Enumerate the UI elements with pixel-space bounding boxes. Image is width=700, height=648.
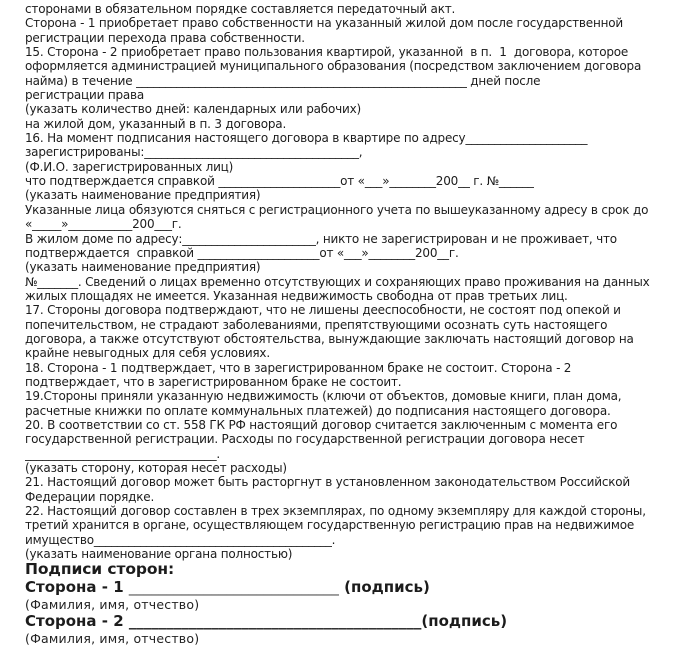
text-line	[25, 579, 692, 596]
text-line: (Фамилия, имя, отчество)	[25, 596, 200, 612]
text-line: (указать наименование предприятия)	[25, 260, 261, 275]
text-line	[25, 613, 692, 630]
text-line: государственной регистрации. Расходы по государственной регистрации договора несет	[25, 432, 585, 447]
text-line: (указать наименование органа полностью)	[25, 547, 293, 562]
text-line: Сторона - 1 приобретает право собственности на указанный жилой дом после государственной	[25, 16, 623, 31]
text-line: 20. В соответствии со ст. 558 ГК РФ настоящий договор считается заключенным с момента его	[25, 417, 618, 432]
text-line: регистрации перехода права собственности.	[25, 30, 305, 45]
text-line: жилых площадях не имеется. Указанная недвижимость свободна от прав третьих лиц.	[25, 288, 568, 303]
text-line: подтверждается справкой _____________________от «___»________200__г.	[25, 245, 459, 260]
party-2-signature-caption: (подпись)	[421, 612, 508, 630]
text-line: регистрации права	[25, 88, 145, 103]
text-line: договора, а также отсутствуют обстоятельства, вынуждающие заключать настоящий договор на	[25, 331, 634, 346]
text-line: В жилом доме по адресу:_______________________, никто не зарегистрирован и не проживает, что	[25, 231, 617, 246]
text-line: на жилой дом, указанный в п. 3 договора.	[25, 116, 287, 131]
text-line: (Фамилия, имя, отчество)	[25, 631, 200, 647]
party-2-label: Сторона - 2	[25, 612, 129, 630]
text-line: 15. Сторона - 2 приобретает право пользования квартирой, указанной в п. 1 договора, которое	[25, 45, 629, 60]
party-1-signature-blank: ____________________________	[128, 578, 339, 596]
text-line: 17. Стороны договора подтверждают, что не лишены дееспособности, не состоят под опекой и	[25, 303, 621, 318]
text-line: зарегистрированы:_____________________________________,	[25, 145, 363, 160]
text-line: 18. Сторона - 1 подтверждает, что в зарегистрированном браке не состоит. Сторона - 2	[25, 360, 572, 375]
text-line: Указанные лица обязуются сняться с регистрационного учета по вышеуказанному адресу в срок до	[25, 202, 649, 217]
text-line: _________________________________.	[25, 446, 221, 461]
party-2-signature-blank: _______________________________________	[128, 612, 422, 630]
party-1-signature-caption: (подпись)	[338, 578, 430, 596]
text-line: сторонами в обязательном порядке составляется передаточный акт.	[25, 2, 456, 16]
text-line: (Ф.И.О. зарегистрированных лиц)	[25, 159, 234, 174]
text-line: расчетные книжки по оплате коммунальных платежей) до подписания настоящего договора.	[25, 403, 611, 418]
text-line: (указать количество дней: календарных или рабочих)	[25, 102, 361, 117]
text-line: крайне невыгодных для себя условиях.	[25, 346, 270, 361]
text-line: «_____»___________200___г.	[25, 217, 182, 232]
text-line: Подписи сторон:	[25, 561, 175, 579]
text-line: №_______. Сведений о лицах временно отсутствующих и сохраняющих право проживания на данных	[25, 274, 650, 289]
text-line: 22. Настоящий договор составлен в трех экземплярах, по одному экземпляру для каждой стороны,	[25, 504, 646, 519]
text-line: 21. Настоящий договор может быть расторгнут в установленном законодательством Российской	[25, 475, 631, 490]
text-line: попечительством, не страдают заболеваниями, препятствующими осознать суть настоящего	[25, 317, 608, 332]
text-line: третий хранится в органе, осуществляющем государственную регистрацию прав на недвижимое	[25, 518, 635, 533]
text-line: (указать наименование предприятия)	[25, 188, 261, 203]
text-line: 16. На момент подписания настоящего договора в квартире по адресу_____________________	[25, 131, 588, 146]
text-line: 19.Стороны приняли указанную недвижимость (ключи от объектов, домовые книги, план дома,	[25, 389, 622, 404]
text-line: оформляется администрацией муниципального образования (посредством заключением договора	[25, 59, 642, 74]
text-line: имущество_________________________________________.	[25, 532, 336, 547]
text-line: подтверждает, что в зарегистрированном браке не состоит.	[25, 374, 402, 389]
party-1-label: Сторона - 1	[25, 578, 129, 596]
text-line: что подтверждается справкой _____________________от «___»________200__ г. №______	[25, 174, 534, 189]
text-line: (указать сторону, которая несет расходы)	[25, 461, 287, 475]
text-line: найма) в течение _________________________________________________________ дней после	[25, 73, 541, 88]
text-line: Федерации порядке.	[25, 489, 155, 504]
